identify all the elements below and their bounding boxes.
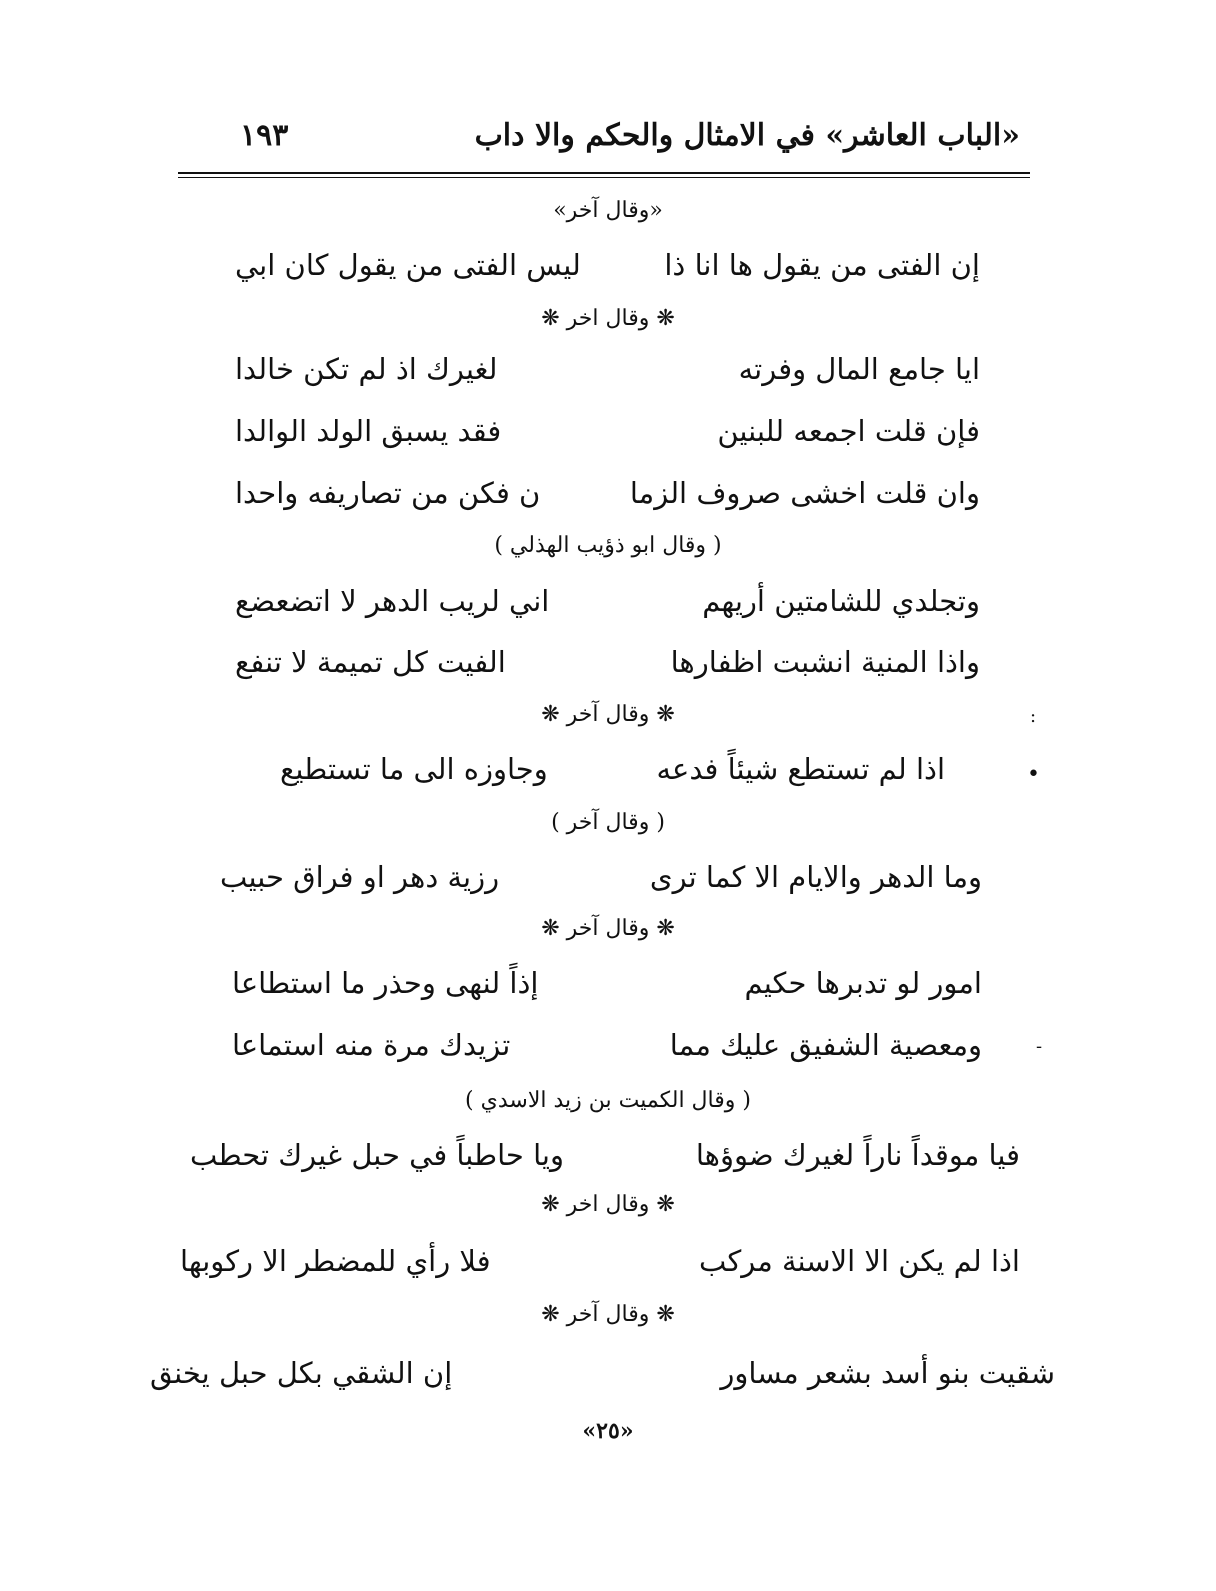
margin-mark: : [1030,706,1037,727]
page-number: ١٩٣ [240,118,289,153]
verse-second-hemistich: اني لريب الدهر لا اتضعضع [235,584,550,618]
verse-line [232,1028,982,1068]
verse-second-hemistich: إذاً لنهى وحذر ما استطاعا [232,966,539,1000]
verse-first-hemistich: وما الدهر والايام الا كما ترى [649,860,982,894]
verse-line [235,476,980,516]
running-title: «الباب العاشر» في الامثال والحكم والا داب [474,118,1020,153]
verse-second-hemistich: فلا رأي للمضطر الا ركوبها [180,1244,491,1278]
verse-second-hemistich: رزية دهر او فراق حبيب [220,860,500,894]
section-heading: ❋ وقال اخر ❋ [541,306,675,331]
verse-second-hemistich: الفيت كل تميمة لا تنفع [235,645,506,679]
header-rule [178,172,1030,174]
section-heading: ( وقال الكميت بن زيد الاسدي ) [465,1088,751,1113]
section-heading: ❋ وقال آخر ❋ [541,702,675,727]
verse-second-hemistich: ن فكن من تصاريفه واحدا [235,476,541,510]
verse-first-hemistich: ايا جامع المال وفرته [738,352,980,386]
margin-mark: • [1027,762,1040,787]
signature-mark: «٢٥» [582,1418,634,1444]
verse-first-hemistich: شقيت بنو أسد بشعر مساور [720,1356,1055,1390]
verse-second-hemistich: فقد يسبق الولد الوالدا [235,414,502,448]
verse-line [180,1244,1020,1284]
verse-second-hemistich: ليس الفتى من يقول كان ابي [235,248,581,282]
verse-line [232,966,982,1006]
margin-mark: - [1036,1036,1043,1057]
section-heading: ❋ وقال اخر ❋ [541,1192,675,1217]
verse-first-hemistich: إن الفتى من يقول ها انا ذا [664,248,980,282]
verse-first-hemistich: فإن قلت اجمعه للبنين [717,414,980,448]
verse-line [235,248,980,288]
verse-line [280,752,945,792]
verse-line [150,1356,1055,1396]
section-heading: ( وقال ابو ذؤيب الهذلي ) [494,533,722,558]
section-heading: ❋ وقال آخر ❋ [541,1302,675,1327]
verse-second-hemistich: وجاوزه الى ما تستطيع [280,752,548,786]
verse-first-hemistich: وان قلت اخشى صروف الزما [629,476,980,510]
verse-second-hemistich: إن الشقي بكل حبل يخنق [150,1356,453,1390]
verse-first-hemistich: واذا المنية انشبت اظفارها [670,645,980,679]
verse-second-hemistich: لغيرك اذ لم تكن خالدا [235,352,498,386]
verse-line [220,860,982,900]
verse-second-hemistich: ويا حاطباً في حبل غيرك تحطب [190,1138,564,1172]
verse-first-hemistich: اذا لم تستطع شيئاً فدعه [656,752,945,786]
page-header [200,118,1020,168]
header-rule-thin [178,177,1030,178]
verse-line [235,352,980,392]
verse-first-hemistich: فيا موقداً ناراً لغيرك ضوؤها [695,1138,1020,1172]
verse-first-hemistich: ومعصية الشفيق عليك مما [669,1028,982,1062]
verse-second-hemistich: تزيدك مرة منه استماعا [232,1028,511,1062]
verse-first-hemistich: وتجلدي للشامتين أريهم [702,584,980,618]
verse-line [235,414,980,454]
verse-line [235,645,980,685]
verse-first-hemistich: اذا لم يكن الا الاسنة مركب [698,1244,1020,1278]
verse-line [190,1138,1020,1178]
section-heading: «وقال آخر» [553,198,663,223]
section-heading: ❋ وقال آخر ❋ [541,916,675,941]
verse-line [235,584,980,624]
verse-first-hemistich: امور لو تدبرها حكيم [744,966,982,1000]
section-heading: ( وقال آخر ) [551,810,665,835]
